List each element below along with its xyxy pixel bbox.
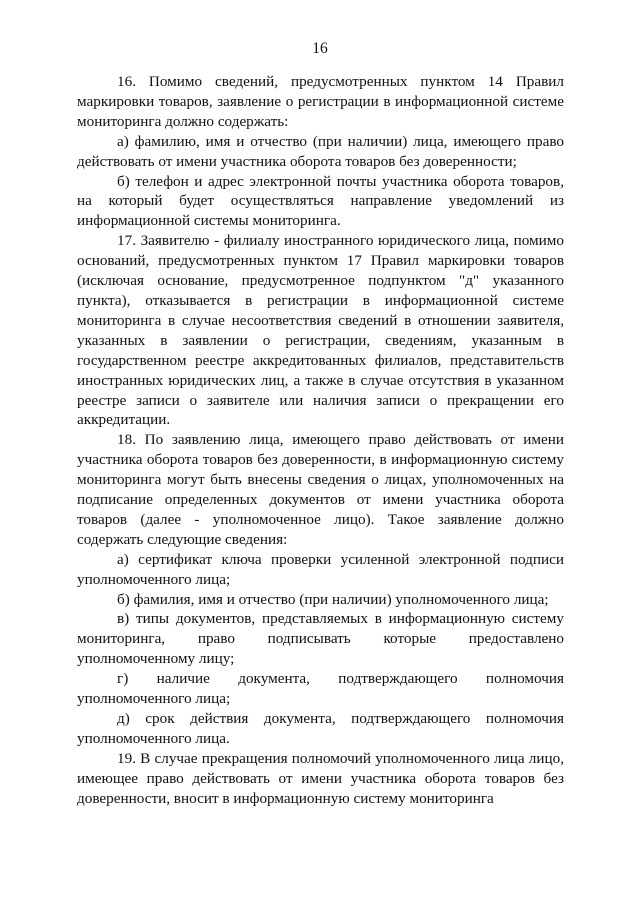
- paragraph-18: 18. По заявлению лица, имеющего право действовать от имени участника оборота товаров без доверенности, в информационную систему мониторинга могут быть внесены сведения о лицах, уполномоченных на подписание определенных документов от имени участника оборота товаров (далее - уполномоченное лицо). Такое заявление должно содержать следующие сведения:: [77, 431, 564, 548]
- paragraph-18-b: б) фамилия, имя и отчество (при наличии) уполномоченного лица;: [117, 590, 549, 608]
- paragraph-18-v: в) типы документов, представляемых в информационную систему мониторинга, право подписывать которые предоставлено уполномоченному лицу;: [77, 610, 564, 668]
- paragraph-18-a: а) сертификат ключа проверки усиленной электронной подписи уполномоченного лица;: [77, 550, 564, 588]
- page-number: 16: [312, 40, 328, 57]
- paragraph-16: 16. Помимо сведений, предусмотренных пунктом 14 Правил маркировки товаров, заявление о регистрации в информационной системе мониторинга должно содержать:: [77, 73, 564, 130]
- document-body: [77, 72, 564, 809]
- paragraph-18-g: г) наличие документа, подтверждающего полномочия уполномоченного лица;: [77, 670, 564, 708]
- paragraph-19: 19. В случае прекращения полномочий уполномоченного лица лицо, имеющее право действовать от имени участника оборота товаров без доверенности, вносит в информационную систему мониторинга: [77, 749, 564, 807]
- paragraph-16-a: а) фамилию, имя и отчество (при наличии) лица, имеющего право действовать от имени участника оборота товаров без доверенности;: [77, 132, 564, 170]
- paragraph-17: 17. Заявителю - филиалу иностранного юридического лица, помимо оснований, предусмотренных пунктом 17 Правил маркировки товаров (исключая основание, предусмотренное подпунктом "д" указанного пункта), отказывается в регистрации в информационной системе мониторинга в случае несоответствия сведений в отношении заявителя, указанных в заявлении о регистрации, сведениям, указанным в государственном реестре аккредитованных филиалов, представительств иностранных юридических лиц, а также в случае отсутствия в указанном реестре записи о заявителе или наличия записи о прекращении его аккредитации.: [77, 232, 564, 429]
- paragraph-18-d: д) срок действия документа, подтверждающего полномочия уполномоченного лица.: [77, 710, 564, 747]
- paragraph-16-b: б) телефон и адрес электронной почты участника оборота товаров, на который будет осуществляться направление уведомлений из информационной системы мониторинга.: [77, 172, 564, 230]
